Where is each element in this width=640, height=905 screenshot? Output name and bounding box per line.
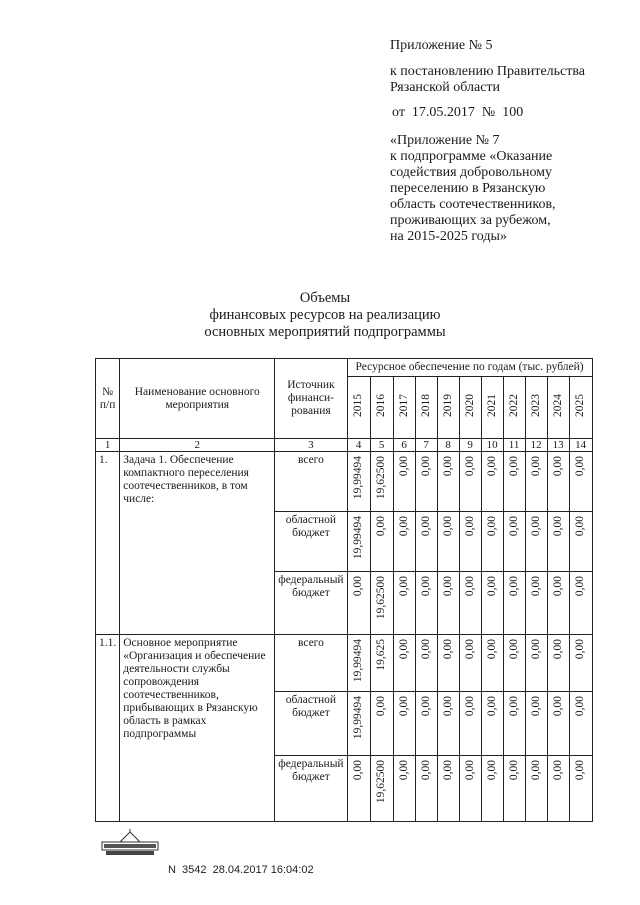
value-text: 19,62500 — [375, 760, 388, 804]
region-line: Рязанской области — [390, 80, 501, 95]
value-text: 0,00 — [441, 639, 454, 660]
table-row — [96, 452, 593, 512]
value-cell — [393, 452, 415, 512]
measure-name: Задача 1. Обеспечение компактного переселения соотечественников, в том числе: — [120, 452, 275, 635]
value-text: 0,00 — [529, 516, 542, 537]
column-number: 5 — [370, 439, 393, 452]
value-cell — [437, 756, 459, 822]
value-cell — [481, 512, 503, 572]
value-cell — [547, 512, 569, 572]
column-number: 13 — [547, 439, 569, 452]
value-text: 19,99494 — [352, 696, 365, 740]
value-text: 0,00 — [551, 760, 564, 781]
value-cell — [415, 635, 437, 692]
title-line-3: основных мероприятий подпрограммы — [204, 324, 446, 340]
value-text: 0,00 — [551, 696, 564, 717]
value-text: 19,99494 — [352, 639, 365, 683]
financing-table — [95, 358, 593, 822]
value-cell — [393, 635, 415, 692]
value-cell — [415, 512, 437, 572]
funding-source: федеральный бюджет — [275, 756, 347, 822]
year-header — [370, 377, 393, 439]
value-cell — [347, 512, 370, 572]
document-title — [0, 290, 640, 341]
year-label: 2015 — [352, 394, 365, 417]
value-text: 0,00 — [352, 760, 365, 781]
value-cell — [370, 512, 393, 572]
value-text: 0,00 — [463, 639, 476, 660]
quote-line: проживающих за рубежом, — [390, 213, 551, 228]
value-cell — [370, 452, 393, 512]
year-label: 2023 — [529, 394, 542, 417]
column-number: 7 — [415, 439, 437, 452]
value-cell — [481, 452, 503, 512]
value-cell — [481, 756, 503, 822]
item-number: 1.1. — [96, 635, 120, 822]
column-number: 8 — [437, 439, 459, 452]
value-cell — [437, 452, 459, 512]
value-cell — [393, 692, 415, 756]
appendix-header — [390, 38, 493, 54]
value-text: 0,00 — [551, 516, 564, 537]
quote-line: к подпрограмме «Оказание — [390, 149, 553, 164]
value-cell — [437, 572, 459, 635]
value-cell — [481, 572, 503, 635]
funding-source: областной бюджет — [275, 512, 347, 572]
value-text: 0,00 — [485, 516, 498, 537]
value-cell — [437, 635, 459, 692]
value-cell — [437, 512, 459, 572]
year-label: 2020 — [463, 394, 476, 417]
value-cell — [547, 692, 569, 756]
value-cell — [370, 635, 393, 692]
quote-line: переселению в Рязанскую — [390, 181, 546, 196]
value-cell — [459, 512, 481, 572]
value-cell — [547, 452, 569, 512]
value-cell — [503, 756, 525, 822]
value-text: 19,62500 — [375, 456, 388, 500]
value-cell — [370, 692, 393, 756]
value-cell — [569, 452, 592, 512]
value-text: 0,00 — [419, 456, 432, 477]
value-cell — [459, 692, 481, 756]
value-text: 0,00 — [463, 576, 476, 597]
value-cell — [459, 756, 481, 822]
item-number: 1. — [96, 452, 120, 635]
date-line: от 17.05.2017 № 100 — [392, 105, 524, 120]
value-text: 0,00 — [485, 456, 498, 477]
value-cell — [525, 692, 547, 756]
value-text: 0,00 — [397, 576, 410, 597]
value-cell — [569, 635, 592, 692]
value-cell — [393, 756, 415, 822]
value-text: 0,00 — [397, 760, 410, 781]
funding-source: федеральный бюджет — [275, 572, 347, 635]
funding-source: всего — [275, 635, 347, 692]
funding-source: всего — [275, 452, 347, 512]
value-text: 0,00 — [507, 516, 520, 537]
title-line-2: финансовых ресурсов на реализацию — [209, 307, 441, 323]
value-text: 0,00 — [419, 516, 432, 537]
date-line-block — [392, 105, 523, 121]
value-text: 0,00 — [551, 576, 564, 597]
value-cell — [503, 512, 525, 572]
value-cell — [525, 635, 547, 692]
year-header — [569, 377, 592, 439]
value-text: 19,99494 — [352, 456, 365, 500]
value-text: 0,00 — [419, 639, 432, 660]
resolution-line: к постановлению Правительства — [390, 64, 586, 79]
year-label: 2022 — [507, 394, 520, 417]
value-text: 0,00 — [441, 760, 454, 781]
value-text: 19,62500 — [375, 576, 388, 620]
value-text: 0,00 — [507, 456, 520, 477]
value-cell — [525, 756, 547, 822]
value-cell — [347, 692, 370, 756]
quote-line: содействия добровольному — [390, 165, 553, 180]
header-num: № п/п — [96, 359, 120, 439]
value-text: 0,00 — [574, 576, 587, 597]
quote-line: область соотечественников, — [390, 197, 556, 212]
value-cell — [437, 692, 459, 756]
quoted-appendix-block — [390, 133, 556, 245]
value-cell — [459, 572, 481, 635]
value-cell — [503, 692, 525, 756]
value-text: 0,00 — [419, 696, 432, 717]
value-cell — [547, 635, 569, 692]
year-header — [503, 377, 525, 439]
year-label: 2016 — [375, 394, 388, 417]
value-text: 0,00 — [463, 516, 476, 537]
value-text: 0,00 — [507, 760, 520, 781]
table-row — [96, 635, 593, 692]
year-header — [415, 377, 437, 439]
value-cell — [503, 572, 525, 635]
year-label: 2024 — [551, 394, 564, 417]
header-source: Источник финанси-рования — [275, 359, 347, 439]
value-text: 0,00 — [529, 760, 542, 781]
year-header — [347, 377, 370, 439]
value-text: 0,00 — [397, 696, 410, 717]
column-number: 1 — [96, 439, 120, 452]
value-cell — [347, 572, 370, 635]
year-label: 2021 — [485, 394, 498, 417]
value-cell — [569, 512, 592, 572]
resolution-ref — [390, 64, 585, 96]
value-cell — [347, 756, 370, 822]
value-text: 0,00 — [419, 760, 432, 781]
value-cell — [347, 635, 370, 692]
value-cell — [525, 512, 547, 572]
value-cell — [525, 452, 547, 512]
value-text: 0,00 — [375, 516, 388, 537]
value-text: 0,00 — [551, 456, 564, 477]
value-text: 0,00 — [507, 576, 520, 597]
column-number: 12 — [525, 439, 547, 452]
column-number: 10 — [481, 439, 503, 452]
value-cell — [393, 572, 415, 635]
column-number: 3 — [275, 439, 347, 452]
value-cell — [415, 692, 437, 756]
funding-source: областной бюджет — [275, 692, 347, 756]
value-text: 0,00 — [441, 576, 454, 597]
value-text: 0,00 — [574, 760, 587, 781]
column-number: 2 — [120, 439, 275, 452]
value-text: 19,625 — [375, 639, 388, 671]
value-cell — [415, 572, 437, 635]
value-text: 0,00 — [485, 576, 498, 597]
value-text: 0,00 — [397, 639, 410, 660]
quote-line: «Приложение № 7 — [390, 133, 500, 148]
value-cell — [569, 756, 592, 822]
value-cell — [503, 452, 525, 512]
value-text: 0,00 — [463, 696, 476, 717]
column-number: 9 — [459, 439, 481, 452]
value-text: 0,00 — [574, 696, 587, 717]
value-text: 0,00 — [574, 516, 587, 537]
year-header — [525, 377, 547, 439]
value-cell — [347, 452, 370, 512]
building-logo-icon — [100, 828, 160, 858]
value-text: 0,00 — [507, 696, 520, 717]
column-number: 14 — [569, 439, 592, 452]
value-text: 0,00 — [529, 576, 542, 597]
header-resources: Ресурсное обеспечение по годам (тыс. рублей) — [347, 359, 592, 377]
value-text: 0,00 — [419, 576, 432, 597]
value-text: 0,00 — [485, 696, 498, 717]
value-text: 0,00 — [397, 516, 410, 537]
value-cell — [525, 572, 547, 635]
value-text: 0,00 — [529, 639, 542, 660]
value-cell — [481, 692, 503, 756]
value-text: 0,00 — [485, 639, 498, 660]
value-cell — [415, 756, 437, 822]
value-text: 0,00 — [441, 456, 454, 477]
value-cell — [547, 572, 569, 635]
value-text: 0,00 — [463, 760, 476, 781]
value-cell — [370, 572, 393, 635]
value-text: 0,00 — [574, 639, 587, 660]
value-cell — [415, 452, 437, 512]
value-text: 0,00 — [507, 639, 520, 660]
value-text: 0,00 — [551, 639, 564, 660]
value-text: 0,00 — [397, 456, 410, 477]
value-text: 19,99494 — [352, 516, 365, 560]
value-text: 0,00 — [463, 456, 476, 477]
value-text: 0,00 — [375, 696, 388, 717]
value-text: 0,00 — [485, 760, 498, 781]
year-label: 2025 — [574, 394, 587, 417]
value-cell — [481, 635, 503, 692]
year-header — [547, 377, 569, 439]
value-cell — [459, 452, 481, 512]
value-text: 0,00 — [574, 456, 587, 477]
value-text: 0,00 — [529, 456, 542, 477]
value-cell — [459, 635, 481, 692]
year-label: 2019 — [441, 394, 454, 417]
value-text: 0,00 — [441, 516, 454, 537]
value-cell — [547, 756, 569, 822]
appendix-number: Приложение № 5 — [390, 38, 493, 53]
value-cell — [569, 572, 592, 635]
quote-line: на 2015-2025 годы» — [390, 229, 507, 244]
header-name: Наименование основного мероприятия — [120, 359, 275, 439]
value-cell — [503, 635, 525, 692]
registration-stamp: N 3542 28.04.2017 16:04:02 — [168, 864, 314, 876]
column-number: 11 — [503, 439, 525, 452]
value-cell — [393, 512, 415, 572]
year-label: 2018 — [419, 394, 432, 417]
column-number: 4 — [347, 439, 370, 452]
year-header — [459, 377, 481, 439]
year-label: 2017 — [397, 394, 410, 417]
measure-name: Основное мероприятие «Организация и обеспечение деятельности службы сопровождения соотечественников, прибывающих в Рязанскую область в рамках подпрограммы — [120, 635, 275, 822]
column-number: 6 — [393, 439, 415, 452]
footer-logo — [100, 828, 160, 863]
value-cell — [370, 756, 393, 822]
value-cell — [569, 692, 592, 756]
value-text: 0,00 — [529, 696, 542, 717]
value-text: 0,00 — [352, 576, 365, 597]
year-header — [481, 377, 503, 439]
year-header — [393, 377, 415, 439]
value-text: 0,00 — [441, 696, 454, 717]
title-line-1: Объемы — [299, 290, 351, 306]
year-header — [437, 377, 459, 439]
